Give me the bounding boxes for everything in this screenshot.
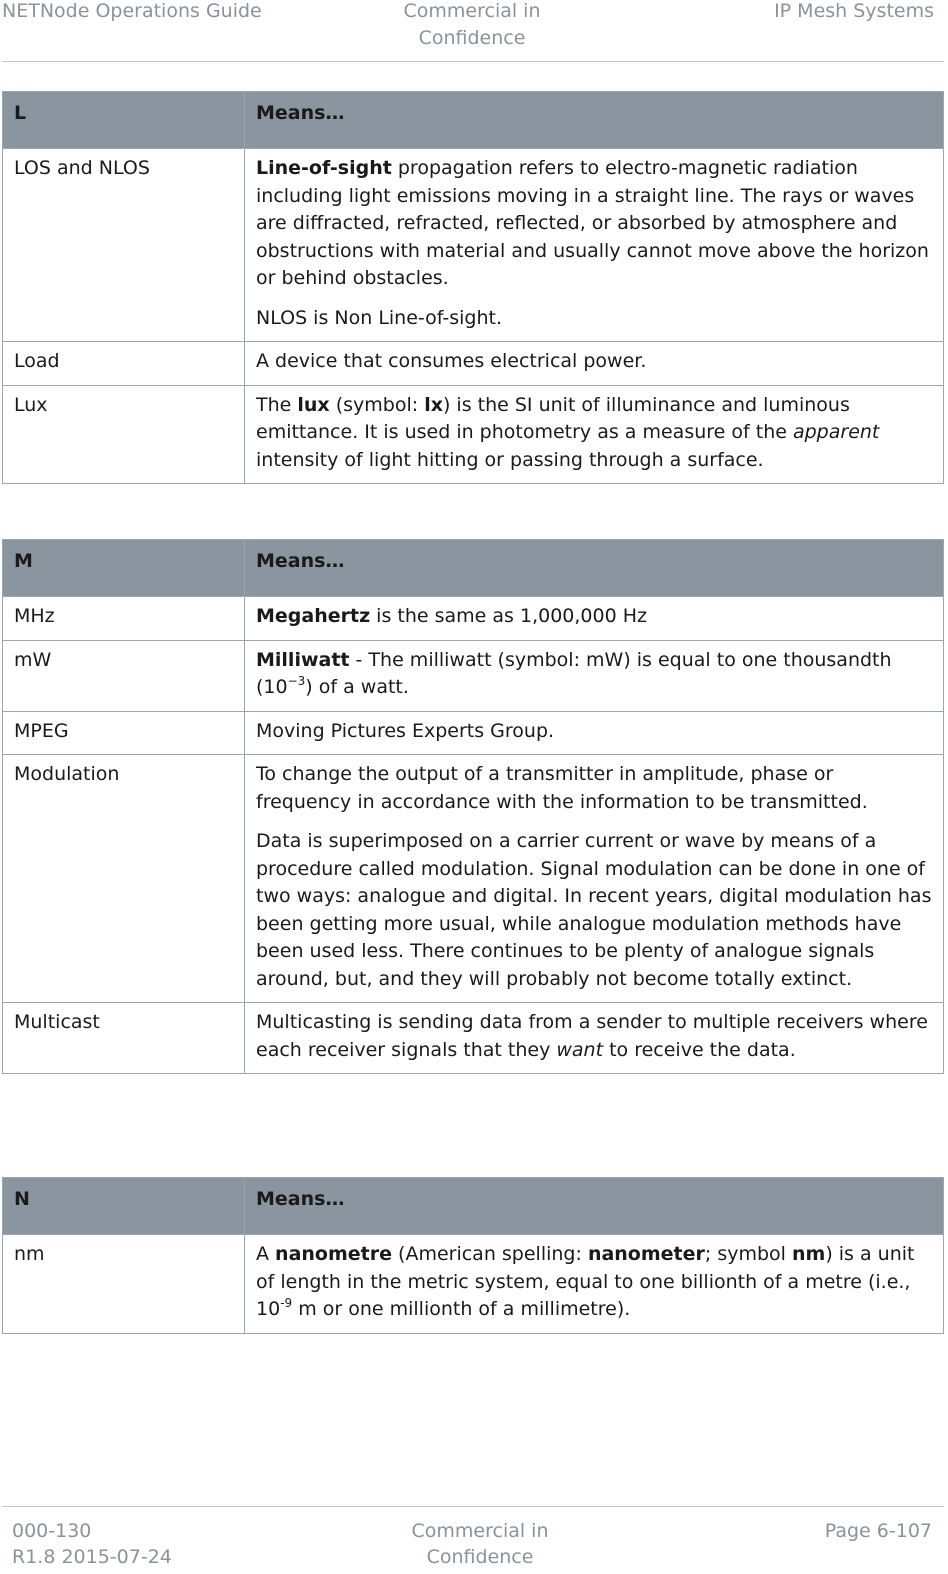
term-cell: LOS and NLOS (3, 149, 245, 342)
definition-cell (245, 149, 944, 342)
header-classification-line2: Confidence (418, 27, 526, 49)
glossary-table-m (2, 539, 944, 1074)
header-classification-line1: Commercial in (403, 0, 541, 22)
glossary-table-n (2, 1177, 944, 1334)
definition-paragraph (256, 647, 933, 702)
definition-paragraph (256, 761, 933, 816)
footer-revision: R1.8 2015-07-24 (12, 1546, 172, 1568)
definition-paragraph (256, 1241, 933, 1324)
table-row (3, 342, 944, 386)
definition-bold-text: Milliwatt (256, 648, 350, 671)
definition-paragraph (256, 718, 933, 746)
definition-italic-text: apparent (792, 421, 880, 443)
definition-paragraph (256, 155, 933, 293)
header-doc-title: NETNode Operations Guide (2, 0, 262, 22)
footer-classification-line2: Confidence (426, 1546, 534, 1568)
term-cell: Modulation (3, 755, 245, 1003)
table-row (3, 640, 944, 711)
table-row (3, 1003, 944, 1074)
definition-text: m or one millionth of a millimetre). (292, 1298, 631, 1320)
definition-text: NLOS is Non Line-of-sight. (256, 306, 503, 329)
term-cell: mW (3, 640, 245, 711)
table-header-row (3, 540, 944, 597)
footer-classification (380, 1518, 580, 1570)
definition-text: Data is superimposed on a carrier current or wave by means of a procedure called modulation. Signal modulation can be done in one of two ways: analogue and digital. In recent years, digital modulation has been getting more usual, while analogue modulation methods have been used less. There continues to be plenty of analogue signals around, but, and they will probably not become totally extinct. (256, 830, 932, 990)
definition-paragraph (256, 392, 933, 475)
table-header-row (3, 92, 944, 149)
letter-heading: M (3, 540, 245, 597)
definition-cell (245, 385, 944, 484)
table-row (3, 1235, 944, 1334)
table-header-row (3, 1178, 944, 1235)
footer-page-number: Page 6-107 (824, 1520, 932, 1542)
definition-italic-text: want (556, 1038, 604, 1061)
definition-text: A device that consumes electrical power. (256, 350, 647, 372)
means-heading: Means… (245, 1178, 944, 1235)
footer-doc-number: 000-130 (12, 1520, 92, 1542)
definition-text: - The milliwatt (symbol: mW) is equal to one thousandth (10 (256, 648, 892, 698)
definition-bold-text: nm (792, 1243, 826, 1265)
header-divider (2, 61, 944, 62)
definition-text: (American spelling: (392, 1243, 588, 1265)
definition-text: ; symbol (704, 1243, 792, 1265)
definition-text: is the same as 1,000,000 Hz (370, 605, 647, 627)
page-footer (0, 1508, 948, 1574)
definition-bold-text: lx (424, 393, 443, 416)
definition-paragraph (256, 603, 933, 631)
definition-bold-text: Megahertz (256, 605, 371, 627)
letter-heading: L (3, 92, 245, 149)
footer-doc-info (12, 1518, 172, 1570)
definition-text: intensity of light hitting or passing through a surface. (256, 448, 764, 471)
definition-bold-text: Line-of-sight (256, 157, 392, 179)
table-row (3, 385, 944, 484)
definition-text: (symbol: (329, 393, 425, 416)
term-cell: Lux (3, 385, 245, 484)
definition-text: ) of a watt. (305, 676, 409, 698)
definition-cell (245, 1003, 944, 1074)
term-cell: Load (3, 342, 245, 386)
means-heading: Means… (245, 92, 944, 149)
definition-cell (245, 1235, 944, 1334)
definition-text: ) is a unit of length in the metric system, equal to one billionth of a metre (i.e., 10 (256, 1243, 915, 1320)
definition-paragraph (256, 828, 933, 993)
table-row (3, 597, 944, 641)
definition-cell (245, 640, 944, 711)
definition-text: To change the output of a transmitter in amplitude, phase or frequency in accordance with the information to be transmitted. (256, 763, 868, 813)
definition-text: ) is the SI unit of illuminance and luminous emittance. It is used in photometry as a measure of the (256, 393, 850, 443)
definition-paragraph (256, 305, 933, 333)
table-row (3, 711, 944, 755)
glossary-table-l (2, 91, 944, 484)
definition-superscript: -9 (280, 1296, 293, 1310)
page-header (0, 0, 948, 62)
table-row (3, 755, 944, 1003)
definition-cell (245, 597, 944, 641)
definition-text: to receive the data. (603, 1038, 796, 1061)
footer-divider (2, 1506, 944, 1507)
term-cell: MHz (3, 597, 245, 641)
definition-superscript: −3 (287, 674, 306, 688)
header-company: IP Mesh Systems (774, 0, 934, 22)
term-cell: Multicast (3, 1003, 245, 1074)
definition-cell (245, 342, 944, 386)
definition-text: propagation refers to electro-magnetic radiation including light emissions moving in a straight line. The rays or waves are diffracted, refracted, reflected, or absorbed by atmosphere and obstructions with material and usually cannot move above the horizon or behind obstacles. (256, 157, 929, 289)
definition-paragraph (256, 1009, 933, 1064)
table-row (3, 149, 944, 342)
definition-bold-text: lux (297, 393, 330, 416)
definition-text: The (256, 393, 298, 416)
definition-cell (245, 711, 944, 755)
definition-paragraph (256, 348, 933, 376)
definition-text: Moving Pictures Experts Group. (256, 719, 555, 742)
definition-bold-text: nanometre (275, 1243, 392, 1265)
definition-text: Multicasting is sending data from a sender to multiple receivers where each receiver signals that they (256, 1011, 928, 1061)
term-cell: nm (3, 1235, 245, 1334)
term-cell: MPEG (3, 711, 245, 755)
definition-cell (245, 755, 944, 1003)
definition-text: A (256, 1243, 276, 1265)
means-heading: Means… (245, 540, 944, 597)
footer-classification-line1: Commercial in (411, 1520, 549, 1542)
header-classification (372, 0, 572, 52)
letter-heading: N (3, 1178, 245, 1235)
definition-bold-text: nanometer (587, 1243, 705, 1265)
